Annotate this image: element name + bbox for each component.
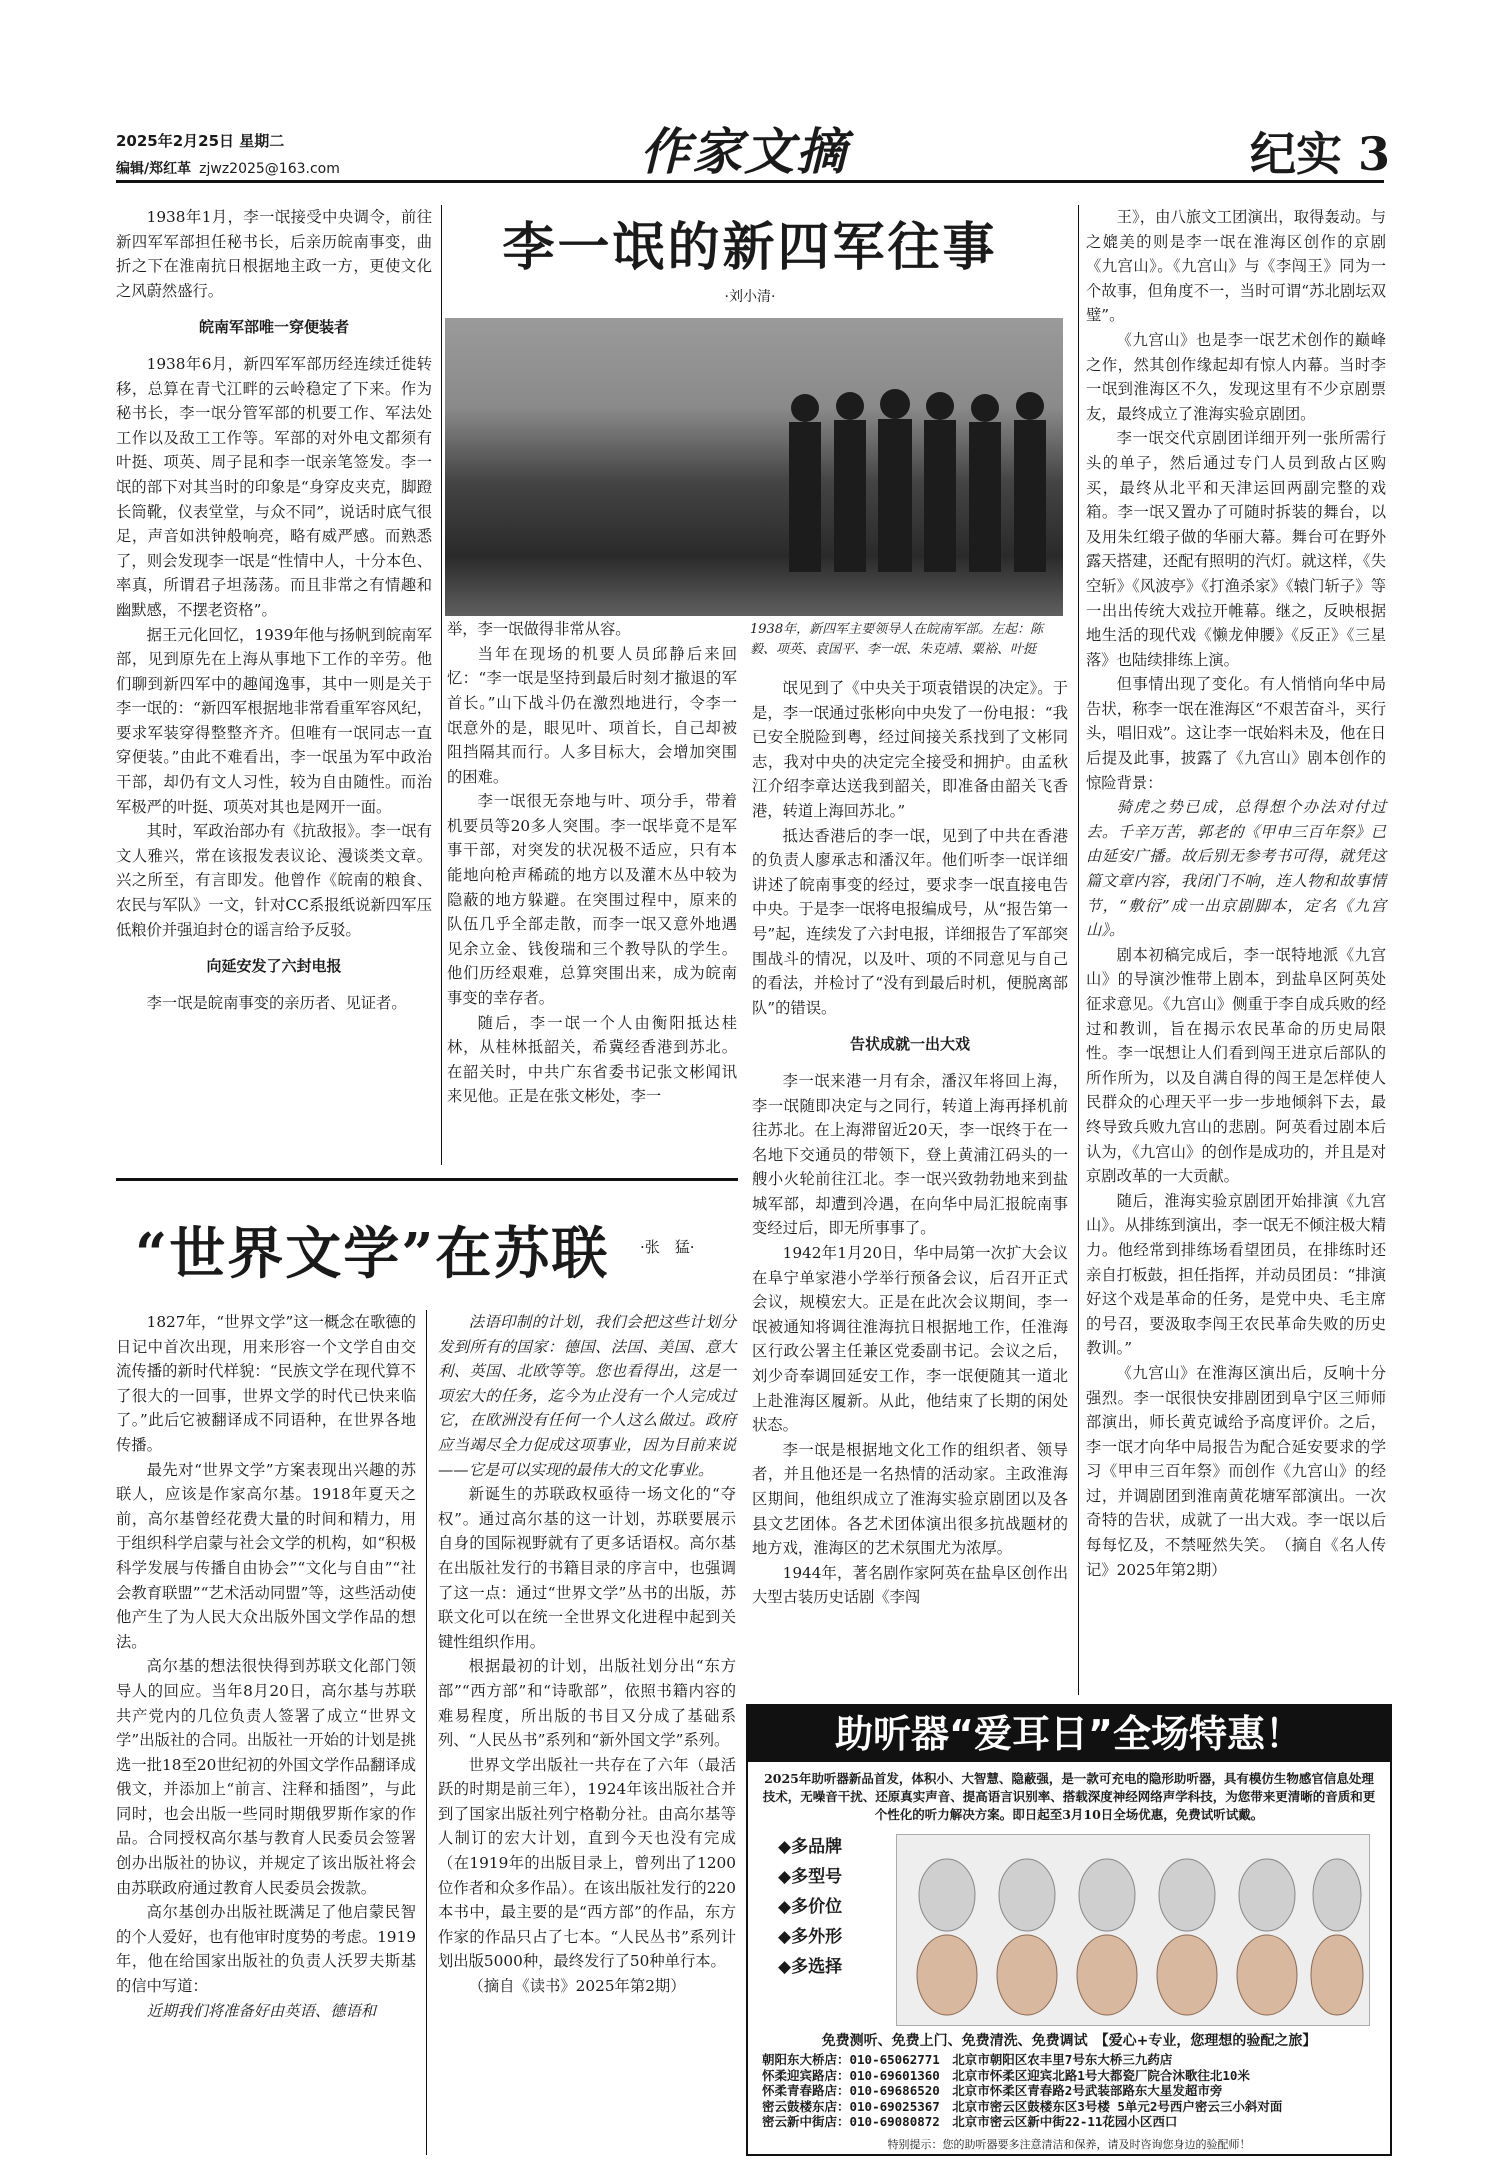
paragraph: 但事情出现了变化。有人悄悄向华中局告状，称李一氓在淮海区“不艰苦奋斗，买行头，唱旧戏”。这让李一氓始料未及，他在日后提及此事，披露了《九宫山》剧本创作的惊险背景： [1086, 675, 1386, 792]
paragraph: （摘自《读书》2025年第2期） [468, 1977, 686, 1996]
paragraph: 随后，淮海实验京剧团开始排演《九宫山》。从排练到演出，李一氓无不倾注极大精力。他经常到排练场看望团员，在排练时还亲自打板鼓，担任指挥，并动员团员：“排演好这个戏是革命的任务，是党中央、毛主席的号召，要汲取李闯王农民革命失败的历史教训。” [1086, 1191, 1386, 1358]
paragraph: 高尔基创办出版社既满足了他启蒙民智的个人爱好，也有他审时度势的考虑。1919年，他在给国家出版社的负责人沃罗夫斯基的信中写道： [116, 1903, 416, 1996]
editor-email: zjwz2025@163.com [199, 161, 340, 177]
hearing-aid-icons [897, 1835, 1369, 2025]
ad-feature: ◆多价位 [778, 1897, 843, 1917]
paragraph: 1942年1月20日，华中局第一次扩大会议在阜宁单家港小学举行预备会议，后召开正式会议，规模宏大。正是在此次会议期间，李一氓被通知将调往淮海抗日根据地工作，任淮海区行政公署主任兼区党委副书记。会议之后，刘少奇奉调回延安工作，李一氓便随其一道北上赴淮海区履新。从此，他结束了长期的闲处状态。 [752, 1244, 1068, 1435]
article2-top-rule [116, 1178, 738, 1181]
article1-photo-caption: 1938年，新四军主要领导人在皖南军部。左起：陈毅、项英、袁国平、李一氓、朱克靖、粟裕、叶挺 [750, 622, 1044, 657]
ad-intro: 2025年助听器新品首发，体积小、大智慧、隐蔽强，是一款可充电的隐形助听器，具有模仿生物感官信息处理技术，无噪音干扰、还原真实声音、提高语言识别率、搭载深度神经网络声学科技，为您带来更清晰的音质和更个性化的听力解决方案。即日起至3月10日全场优惠，免费试听试戴。 [762, 1771, 1376, 1822]
masthead: 作家文摘 [640, 122, 848, 181]
ad-feature: ◆多外形 [778, 1927, 843, 1947]
editor-name: 编辑/郑红革 [116, 161, 192, 177]
column-divider [426, 1310, 427, 2155]
header-rule [116, 180, 1384, 183]
store-row: 怀柔迎宾路店：010-69601360 北京市怀柔区迎宾北路1号大都瓷厂院合沐歌往北10米 [762, 2067, 1250, 2083]
paragraph: 李一氓是根据地文化工作的组织者、领导者，并且他还是一名热情的活动家。主政淮海区期间，他组织成立了淮海实验京剧团以及各县文艺团体。各艺术团体演出很多抗战题材的地方戏，淮海区的艺术氛围尤为浓厚。 [752, 1440, 1068, 1558]
article2-column-2 [438, 1310, 736, 1999]
ad-feature: ◆多选择 [778, 1957, 843, 1977]
paragraph: 最先对“世界文学”方案表现出兴趣的苏联人，应该是作家高尔基。1918年夏天之前，高尔基曾经花费大量的时间和精力，用于组织科学启蒙与社会文学的机构，如“积极科学发展与传播自由协会”“文化与自由”“社会教育联盟”“艺术活动同盟”等，这些活动使他产生了为人民大众出版外国文学作品的想法。 [116, 1460, 416, 1651]
paragraph: 新诞生的苏联政权亟待一场文化的“夺权”。通过高尔基的这一计划，苏联要展示自身的国际视野就有了更多话语权。高尔基在出版社发行的书籍目录的序言中，也强调了这一点：通过“世界文学”丛书的出版，苏联文化可以在统一全世界文化进程中起到关键性组织作用。 [438, 1485, 736, 1651]
paragraph: 1938年6月，新四军军部历经连续迁徙转移，总算在青弋江畔的云岭稳定了下来。作为秘书长，李一氓分管军部的机要工作、军法处工作以及敌工工作等。军部的对外电文都须有叶挺、项英、周子昆和李一氓亲笔签发。李一氓的部下对其当时的印象是“身穿皮夹克，脚蹬长筒靴，仪表堂堂，与众不同”，说话时底气很足，声音如洪钟般响亮，略有威严感。而熟悉了，则会发现李一氓是“性情中人，十分本色、率真，所谓君子坦荡荡。而且非常之有情趣和幽默感，不摆老资格”。 [116, 354, 432, 619]
editor-line [116, 158, 340, 178]
paragraph: 抵达香港后的李一氓，见到了中共在香港的负责人廖承志和潘汉年。他们听李一氓详细讲述了皖南事变的经过，要求李一氓直接电告中央。于是李一氓将电报编成号，从“报告第一号”起，连续发了六封电报，详细报告了军部突围战斗的情况，以及叶、项的不同意见与自己的看法，并检讨了“没有到最后时机，便脱离部队”的错误。 [752, 826, 1068, 1017]
store-row: 密云新中街店：010-69080872 北京市密云区新中街22-11花园小区西口 [762, 2114, 1178, 2129]
quote-paragraph: 骑虎之势已成，总得想个办法对付过去。千辛万苦，郭老的《甲申三百年祭》已由延安广播。故后别无参考书可得，就凭这篇文章内容，我闭门不响，连人物和故事情节，“敷衍”成一出京剧脚本，定名《九宫山》。 [1086, 798, 1386, 940]
paragraph: 《九宫山》在淮海区演出后，反响十分强烈。李一氓很快安排剧团到阜宁区三师师部演出，师长黄克诚给予高度评价。之后，李一氓才向华中局报告为配合延安要求的学习《甲申三百年祭》而创作《九宫山》的经过，并调剧团到淮南黄花塘军部演出。一次奇特的告状，成就了一出大戏。李一氓以后每每忆及，不禁哑然失笑。 （摘自《名人传记》2025年第2期） [1086, 1363, 1386, 1579]
ad-feature-list [778, 1832, 888, 1982]
subheading: 皖南军部唯一穿便装者 [198, 318, 349, 337]
paragraph: 李一氓交代京剧团详细开列一张所需行头的单子，然后通过专门人员到敌占区购买，最终从北平和天津运回两副完整的戏箱。李一氓又置办了可随时拆装的舞台，以及用朱红缎子做的华丽大幕。舞台可在野外露天搭建，还配有照明的汽灯。就这样，《失空斩》《风波亭》《打渔杀家》《辕门斩子》等一出出传统大戏拉开帷幕。继之，反映根据地生活的现代戏《懒龙伸腰》《反正》《三星落》也陆续排练上演。 [1086, 429, 1386, 669]
paragraph: 王》，由八旅文工团演出，取得轰动。与之媲美的则是李一氓在淮海区创作的京剧《九宫山》。《九宫山》与《李闯王》同为一个故事，但角度不一，当时可谓“苏北剧坛双璧”。 [1086, 208, 1386, 325]
paragraph: 当年在现场的机要人员邱静后来回忆：“李一氓是坚持到最后时刻才撤退的军首长。”山下战斗仍在激烈地进行，令李一氓意外的是，眼见叶、项首长，自己却被阻挡隔其而行。人多目标大，会增加突围的困难。 [447, 644, 737, 786]
paragraph: 举，李一氓做得非常从容。 [447, 620, 631, 639]
article1-column-1 [116, 205, 432, 1015]
article2-title: “世界文学”在苏联 [135, 1221, 610, 1287]
subheading: 向延安发了六封电报 [206, 957, 342, 976]
ad-tip: 特别提示：您的助听器要多注意清洁和保养，请及时咨询您身边的验配师！ [887, 2138, 1251, 2151]
article1-title: 李一氓的新四军往事 [502, 218, 998, 278]
paragraph: 世界文学出版社一共存在了六年（最活跃的时期是前三年），1924年该出版社合并到了国家出版社列宁格勒分社。由高尔基等人制订的宏大计划，直到今天也没有完成（在1919年的出版目录上，曾列出了1200位作者和众多作品）。在该出版社发行的220本书中，最主要的是“西方部”的作品，东方作家的作品只占了七本。“人民丛书”系列计划出版5000种，最终发行了50种单行本。 [438, 1755, 736, 1971]
ad-feature: ◆多品牌 [778, 1837, 843, 1857]
paragraph: 氓见到了《中央关于项袁错误的决定》。于是，李一氓通过张彬向中央发了一份电报：“我已安全脱险到粤，经过间接关系找到了文彬同志，我对中央的决定完全接受和拥护。由孟秋江介绍李章达送我到韶关，即准备由韶关飞香港，转道上海回苏北。” [752, 679, 1068, 820]
paragraph: 《九宫山》也是李一氓艺术创作的巅峰之作，然其创作缘起却有惊人内幕。当时李一氓到淮海区不久，发现这里有不少京剧票友，最终成立了淮海实验京剧团。 [1086, 330, 1386, 423]
paragraph: 1938年1月，李一氓接受中央调令，前往新四军军部担任秘书长，后亲历皖南事变，曲折之下在淮南抗日根据地主政一方，更使文化之风蔚然盛行。 [116, 208, 432, 300]
quote-paragraph: 近期我们将准备好由英语、德语和 [146, 2001, 377, 2020]
column-divider [441, 205, 442, 1165]
ad-feature: ◆多型号 [778, 1867, 843, 1887]
article1-column-4 [1086, 205, 1386, 1582]
paragraph: 据王元化回忆，1939年他与扬帆到皖南军部，见到原先在上海从事地下工作的辛劳。他们聊到新四军中的趣闻逸事，其中一则是关于李一氓的：“新四军根据地非常看重军容风纪，要求军装穿得整整齐齐。但唯有一氓同志一直穿便装。”由此不难看出，李一氓虽为军中政治干部，却仍有文人习性，较为自由随性。而治军极严的叶挺、项英对其也是网开一面。 [116, 625, 432, 816]
issue-date: 2025年2月25日 星期二 [116, 132, 285, 150]
paragraph: 李一氓很无奈地与叶、项分手，带着机要员等20多人突围。李一氓毕竟不是军事干部，对突发的状况极不适应，只有本能地向枪声稀疏的地方以及灌木丛中较为隐蔽的地方躲避。在突围过程中，原来的队伍几乎全部走散，而李一氓又意外地遇见余立金、钱俊瑞和三个教导队的学生。他们历经艰难，总算突围出来，成为皖南事变的幸存者。 [447, 792, 737, 1008]
ad-title: 助听器“爱耳日”全场特惠！ [748, 1706, 1390, 1762]
store-row: 怀柔青春路店：010-69686520 北京市怀柔区青春路2号武装部路东大星发超市旁 [762, 2083, 1223, 2098]
group-photo-figures [445, 318, 1063, 616]
article2-author: ·张 猛· [640, 1238, 695, 1256]
article1-photo [445, 318, 1063, 616]
store-row: 朝阳东大桥店：010-65062771 北京市朝阳区农丰里7号东大桥三九药店 [762, 2052, 1173, 2067]
section-title: 纪实 3 [1249, 127, 1390, 181]
store-row: 密云鼓楼东店：010-69025367 北京市密云区鼓楼东区3号楼 5单元2号西户密云三小斜对面 [762, 2098, 1283, 2114]
paragraph: 李一氓是皖南事变的亲历者、见证者。 [146, 993, 407, 1012]
hearing-aid-ad [746, 1704, 1392, 2156]
subheading: 告状成就一出大戏 [849, 1035, 970, 1054]
paragraph: 其时，军政治部办有《抗敌报》。李一氓有文人雅兴，常在该报发表议论、漫谈类文章。兴之所至，有言即发。他曾作《皖南的粮食、农民与军队》一文，针对CC系报纸说新四军压低粮价并强迫封仓的谣言给予反驳。 [116, 822, 432, 939]
paragraph: 李一氓来港一月有余，潘汉年将回上海，李一氓随即决定与之同行，转道上海再择机前往苏北。在上海滞留近20天，李一氓终于在一名地下交通员的带领下，登上黄浦江码头的一艘小火轮前往江北。李一氓兴致勃勃地来到盐城军部，却遭到冷遇，在向华中局汇报皖南事变经过后，即无所事事了。 [752, 1071, 1068, 1238]
paragraph: 1827年，“世界文学”这一概念在歌德的日记中首次出现，用来形容一个文学自由交流传播的新时代样貌：“民族文学在现代算不了很大的一回事，世界文学的时代已快来临了。”此后它被翻译成不同语种，在世界各地传播。 [116, 1313, 416, 1454]
article1-column-3 [752, 676, 1068, 1610]
hearing-aid-product-image [896, 1834, 1370, 2026]
paragraph: 随后，李一氓一个人由衡阳抵达桂林，从桂林抵韶关，希冀经香港到苏北。在韶关时，中共广东省委书记张文彬闻讯来见他。正是在张文彬处，李一 [447, 1013, 737, 1106]
store-list [762, 2052, 1376, 2130]
paragraph: 1944年，著名剧作家阿英在盐阜区创作出大型古装历史话剧《李闯 [752, 1563, 1068, 1607]
article2-column-1 [116, 1310, 416, 2023]
quote-paragraph: 法语印制的计划，我们会把这些计划分发到所有的国家：德国、法国、美国、意大利、英国、北欧等等。您也看得出，这是一项宏大的任务，迄今为止没有一个人完成过它，在欧洲没有任何一个人这么做过。政府应当竭尽全力促成这项事业，因为目前来说——它是可以实现的最伟大的文化事业。 [438, 1313, 736, 1479]
paragraph: 高尔基的想法很快得到苏联文化部门领导人的回应。当年8月20日，高尔基与苏联共产党内的几位负责人签署了成立“世界文学”出版社的合同。出版社一开始的计划是挑选一批18至20世纪初的外国文学作品翻译成俄文，并添加上“前言、注释和插图”，与此同时，也会出版一些同时期俄罗斯作家的作品。合同授权高尔基与教育人民委员会签署创办出版社的协议，并规定了该出版社将会由苏联政府通过教育人民委员会拨款。 [116, 1657, 416, 1897]
paragraph: 剧本初稿完成后，李一氓特地派《九宫山》的导演沙惟带上剧本，到盐阜区阿英处征求意见。《九宫山》侧重于李自成兵败的经过和教训，旨在揭示农民革命的历史局限性。李一氓想让人们看到闯王进京后部队的所作所为，以及自满自得的闯王是怎样使人民群众的心理天平一步一步地倾斜下去，最终导致兵败九宫山的悲剧。阿英看过剧本后认为，《九宫山》的创作是成功的，并且是对京剧改革的一大贡献。 [1086, 945, 1386, 1186]
ad-slogan: 免费测听、免费上门、免费清洗、免费调试 【爱心+专业，您理想的验配之旅】 [821, 2033, 1317, 2049]
article1-author: ·刘小清· [724, 289, 776, 305]
column-divider [1078, 205, 1079, 1695]
paragraph: 根据最初的计划，出版社划分出“东方部”“西方部”和“诗歌部”，依照书籍内容的难易程度，所出版的书目又分成了基础系列、“人民丛书”系列和“新外国文学”系列。 [438, 1657, 736, 1750]
